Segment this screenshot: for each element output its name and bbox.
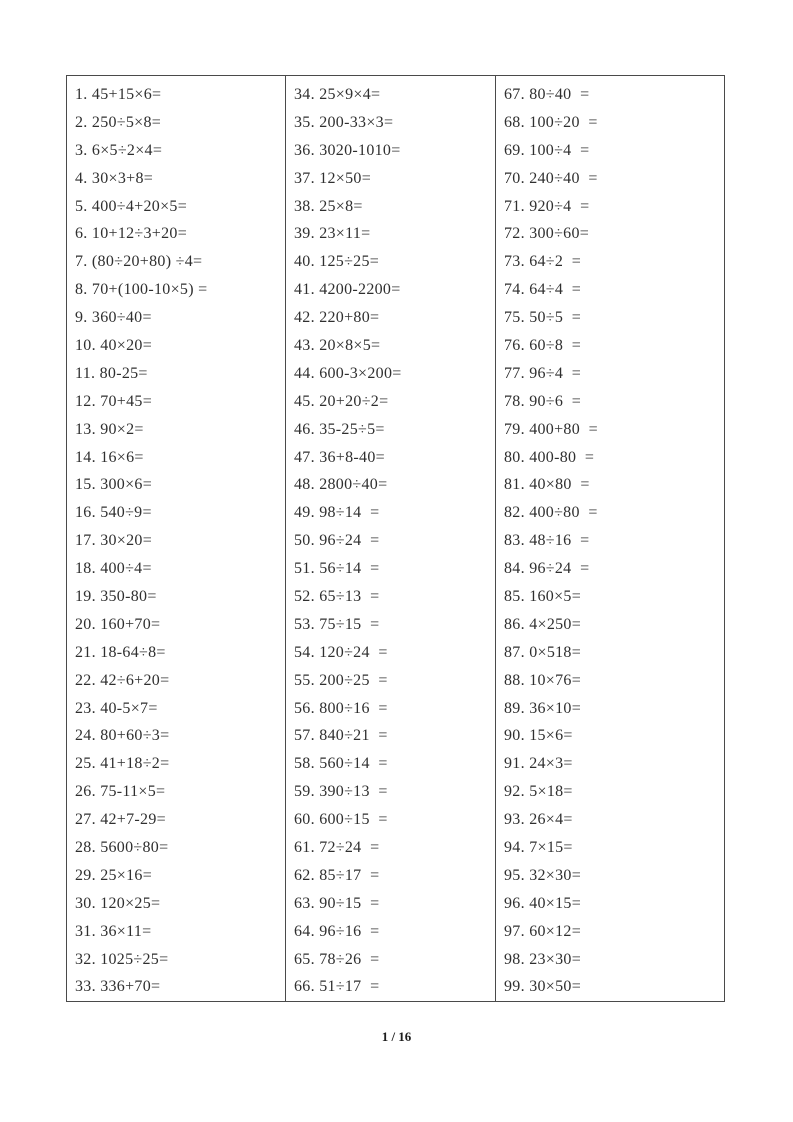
problem-item: 6. 10+12÷3+20= [75, 225, 188, 243]
problem-item: 5. 400÷4+20×5= [75, 197, 188, 215]
problem-item: 8. 70+(100-10×5) = [75, 281, 208, 299]
problem-item: 67. 80÷40 = [504, 85, 590, 103]
problem-item: 85. 160×5= [504, 587, 582, 605]
problem-item: 28. 5600÷80= [75, 838, 169, 856]
problem-item: 51. 56÷14 = [294, 560, 380, 578]
problem-item: 74. 64÷4 = [504, 281, 582, 299]
problem-item: 33. 336+70= [75, 978, 161, 996]
problem-item: 22. 42÷6+20= [75, 671, 170, 689]
problem-item: 57. 840÷21 = [294, 727, 388, 745]
problem-item: 95. 32×30= [504, 866, 582, 884]
problem-item: 59. 390÷13 = [294, 783, 388, 801]
problem-item: 54. 120÷24 = [294, 643, 388, 661]
problem-item: 25. 41+18÷2= [75, 755, 170, 773]
problem-item: 24. 80+60÷3= [75, 727, 170, 745]
problem-item: 64. 96÷16 = [294, 922, 380, 940]
problem-item: 81. 40×80 = [504, 476, 590, 494]
problem-item: 19. 350-80= [75, 587, 157, 605]
problem-item: 78. 90÷6 = [504, 392, 582, 410]
problem-item: 48. 2800÷40= [294, 476, 388, 494]
problem-item: 90. 15×6= [504, 727, 573, 745]
problem-item: 26. 75-11×5= [75, 783, 166, 801]
problem-item: 93. 26×4= [504, 811, 573, 829]
problem-item: 88. 10×76= [504, 671, 582, 689]
problem-item: 53. 75÷15 = [294, 615, 380, 633]
problem-item: 13. 90×2= [75, 420, 144, 438]
problem-item: 32. 1025÷25= [75, 950, 169, 968]
problem-item: 11. 80-25= [75, 364, 148, 382]
problem-item: 76. 60÷8 = [504, 336, 582, 354]
problems-table [66, 75, 725, 1002]
problem-item: 36. 3020-1010= [294, 141, 401, 159]
problem-item: 91. 24×3= [504, 755, 573, 773]
problems-column-3 [495, 76, 724, 1001]
problem-item: 70. 240÷40 = [504, 169, 598, 187]
problem-item: 73. 64÷2 = [504, 253, 582, 271]
problem-item: 46. 35-25÷5= [294, 420, 385, 438]
problem-item: 58. 560÷14 = [294, 755, 388, 773]
problem-item: 96. 40×15= [504, 894, 582, 912]
problem-item: 29. 25×16= [75, 866, 153, 884]
problem-item: 30. 120×25= [75, 894, 161, 912]
problem-item: 17. 30×20= [75, 532, 153, 550]
problem-item: 3. 6×5÷2×4= [75, 141, 163, 159]
problem-item: 87. 0×518= [504, 643, 582, 661]
problem-item: 34. 25×9×4= [294, 85, 381, 103]
problem-item: 60. 600÷15 = [294, 811, 388, 829]
problem-item: 79. 400+80 = [504, 420, 598, 438]
problem-item: 9. 360÷40= [75, 309, 152, 327]
problem-item: 10. 40×20= [75, 336, 153, 354]
problem-item: 2. 250÷5×8= [75, 113, 162, 131]
problem-item: 38. 25×8= [294, 197, 363, 215]
problem-item: 1. 45+15×6= [75, 85, 162, 103]
problem-item: 97. 60×12= [504, 922, 582, 940]
problem-item: 50. 96÷24 = [294, 532, 380, 550]
problem-item: 20. 160+70= [75, 615, 161, 633]
problem-item: 66. 51÷17 = [294, 978, 380, 996]
problem-item: 45. 20+20÷2= [294, 392, 389, 410]
problem-item: 49. 98÷14 = [294, 504, 380, 522]
problem-item: 92. 5×18= [504, 783, 573, 801]
problem-item: 27. 42+7-29= [75, 811, 166, 829]
problem-item: 56. 800÷16 = [294, 699, 388, 717]
problem-item: 99. 30×50= [504, 978, 582, 996]
problem-item: 7. (80÷20+80) ÷4= [75, 253, 203, 271]
problems-column-2 [285, 76, 495, 1001]
problem-item: 21. 18-64÷8= [75, 643, 166, 661]
problem-item: 65. 78÷26 = [294, 950, 380, 968]
problem-item: 82. 400÷80 = [504, 504, 598, 522]
problem-item: 84. 96÷24 = [504, 560, 590, 578]
problem-item: 35. 200-33×3= [294, 113, 394, 131]
problem-item: 43. 20×8×5= [294, 336, 381, 354]
problem-item: 69. 100÷4 = [504, 141, 590, 159]
problem-item: 44. 600-3×200= [294, 364, 402, 382]
problem-item: 98. 23×30= [504, 950, 582, 968]
problem-item: 23. 40-5×7= [75, 699, 158, 717]
problem-item: 47. 36+8-40= [294, 448, 385, 466]
problem-item: 15. 300×6= [75, 476, 153, 494]
problem-item: 63. 90÷15 = [294, 894, 380, 912]
problem-item: 62. 85÷17 = [294, 866, 380, 884]
problem-item: 94. 7×15= [504, 838, 573, 856]
problem-item: 37. 12×50= [294, 169, 372, 187]
problem-item: 89. 36×10= [504, 699, 582, 717]
problem-item: 52. 65÷13 = [294, 587, 380, 605]
problem-item: 4. 30×3+8= [75, 169, 154, 187]
problem-item: 86. 4×250= [504, 615, 582, 633]
problem-item: 77. 96÷4 = [504, 364, 582, 382]
problem-item: 14. 16×6= [75, 448, 144, 466]
problem-item: 39. 23×11= [294, 225, 371, 243]
problem-item: 80. 400-80 = [504, 448, 595, 466]
problem-item: 12. 70+45= [75, 392, 153, 410]
problem-item: 41. 4200-2200= [294, 281, 401, 299]
problem-item: 18. 400÷4= [75, 560, 152, 578]
page-number: 1 / 16 [381, 1029, 412, 1044]
problem-item: 16. 540÷9= [75, 504, 152, 522]
problem-item: 40. 125÷25= [294, 253, 380, 271]
problem-item: 68. 100÷20 = [504, 113, 598, 131]
problem-item: 42. 220+80= [294, 309, 380, 327]
problem-item: 31. 36×11= [75, 922, 152, 940]
problems-column-1 [67, 76, 285, 1001]
problem-item: 61. 72÷24 = [294, 838, 380, 856]
problem-item: 83. 48÷16 = [504, 532, 590, 550]
problem-item: 71. 920÷4 = [504, 197, 590, 215]
problem-item: 75. 50÷5 = [504, 309, 582, 327]
problem-item: 55. 200÷25 = [294, 671, 388, 689]
problem-item: 72. 300÷60= [504, 225, 590, 243]
